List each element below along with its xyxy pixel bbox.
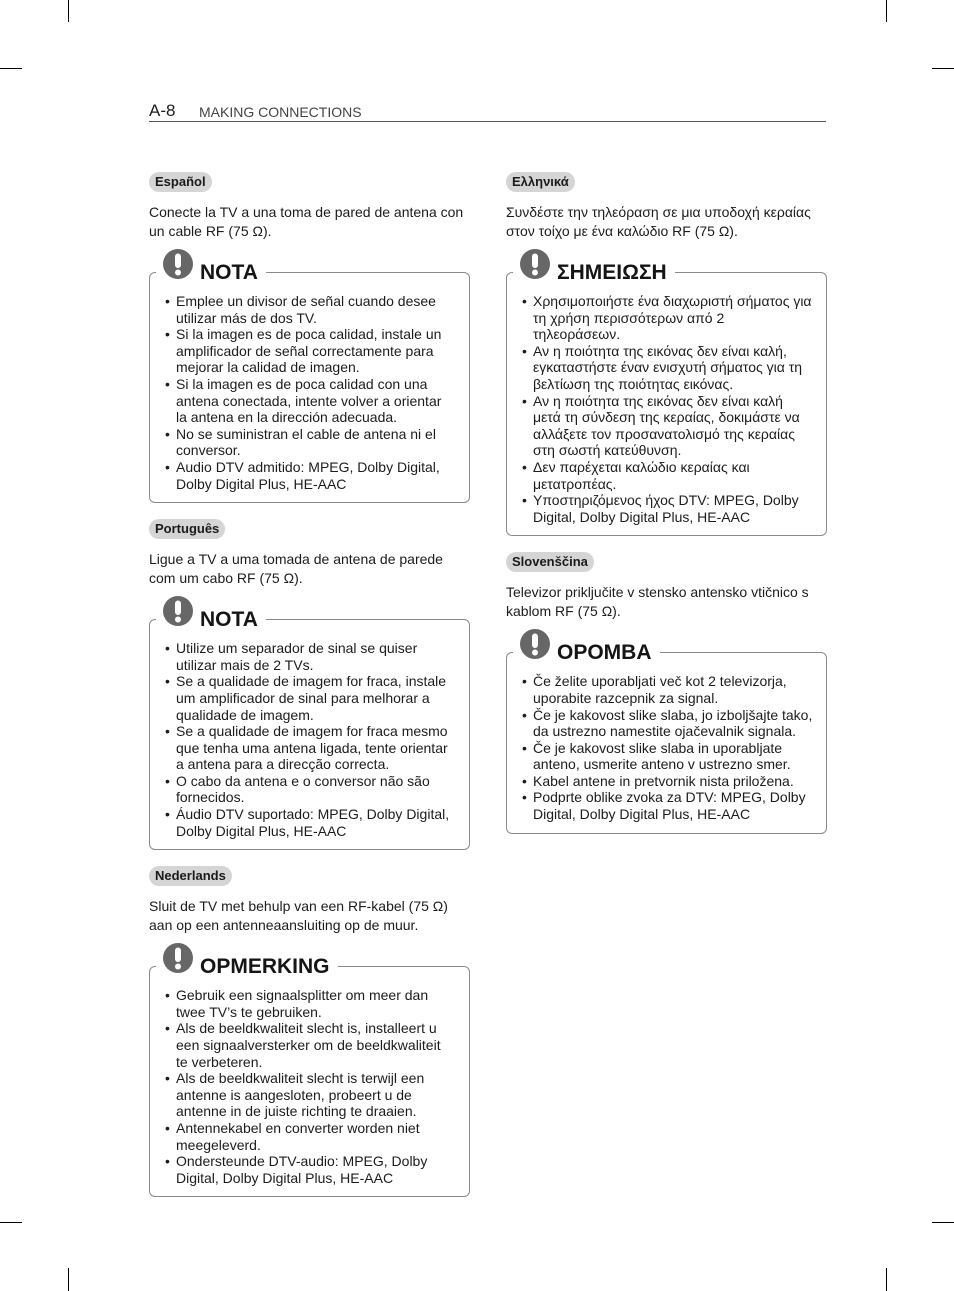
note-box xyxy=(149,955,470,1197)
crop-mark-bottom-left-horizontal xyxy=(0,1222,22,1223)
note-header xyxy=(156,596,266,630)
language-badge: Slovenščina xyxy=(506,552,594,572)
list-item: • Audio DTV admitido: MPEG, Dolby Digital, Dolby Digital Plus, HE-AAC xyxy=(176,459,456,492)
intro-text: Televizor priključite v stensko antensko vtičnico s kablom RF (75 Ω). xyxy=(506,584,809,620)
intro-text: Ligue a TV a uma tomada de antena de parede com um cabo RF (75 Ω). xyxy=(149,551,443,587)
list-item: • Αν η ποιότητα της εικόνας δεν είναι καλή, εγκαταστήστε έναν ενισχυτή σήματος για τη βελτίωση της ποιότητας εικόνας. xyxy=(533,343,813,393)
section-portugues xyxy=(149,519,470,850)
section-slovenscina xyxy=(506,552,827,833)
list-item: • Če je kakovost slike slaba, jo izboljšajte tako, da ustrezno namestite ojačevalnik signala. xyxy=(533,707,813,740)
crop-mark-top-left-vertical xyxy=(68,0,69,22)
exclamation-circle-icon xyxy=(520,629,550,659)
crop-mark-top-right-vertical xyxy=(886,0,887,22)
exclamation-circle-icon xyxy=(520,249,550,279)
list-item: • O cabo da antena e o conversor não são fornecidos. xyxy=(176,773,456,806)
note-list xyxy=(176,640,456,839)
list-item: • Si la imagen es de poca calidad, instale un amplificador de señal correctamente para mejorar la calidad de imagen. xyxy=(176,326,456,376)
note-header xyxy=(513,629,660,663)
language-badge: Português xyxy=(149,519,225,539)
list-item: • No se suministran el cable de antena ni el conversor. xyxy=(176,426,456,459)
list-item: • Utilize um separador de sinal se quiser utilizar mais de 2 TVs. xyxy=(176,640,456,673)
crop-mark-top-left-horizontal xyxy=(0,68,22,69)
language-badge: Nederlands xyxy=(149,866,232,886)
intro-text: Conecte la TV a una toma de pared de antena con un cable RF (75 Ω). xyxy=(149,204,464,239)
left-column xyxy=(149,172,470,1197)
list-item: • Antennekabel en converter worden niet meegeleverd. xyxy=(176,1120,456,1153)
list-item: • Se a qualidade de imagem for fraca mesmo que tenha uma antena ligada, tente orientar a antena para a direcção correcta. xyxy=(176,723,456,773)
intro-text: Συνδέστε την τηλεόραση σε μια υποδοχή κεραίας στον τοίχο με ένα καλώδιο RF (75 Ω). xyxy=(506,204,811,239)
list-item: • Αν η ποιότητα της εικόνας δεν είναι καλή μετά τη σύνδεση της κεραίας, δοκιμάστε να αλλάξετε τον προσανατολισμό της κεραίας στη σωστή κατεύθυνση. xyxy=(533,393,813,459)
list-item: • Χρησιμοποιήστε ένα διαχωριστή σήματος για τη χρήση περισσότερων από 2 τηλεοράσεων. xyxy=(533,293,813,343)
note-list xyxy=(176,293,456,492)
list-item: • Če želite uporabljati več kot 2 televizorja, uporabite razcepnik za signal. xyxy=(533,673,813,706)
list-item: • Als de beeldkwaliteit slecht is, installeert u een signaalversterker om de beeldkwaliteit te verbeteren. xyxy=(176,1020,456,1070)
note-box xyxy=(506,641,827,833)
list-item: • Si la imagen es de poca calidad con una antena conectada, intente volver a orientar la antena en la dirección adecuada. xyxy=(176,376,456,426)
note-title: OPMERKING xyxy=(200,955,330,979)
list-item: • Υποστηριζόμενος ήχος DTV: MPEG, Dolby Digital, Dolby Digital Plus, HE-AAC xyxy=(533,492,813,525)
note-title: NOTA xyxy=(200,261,258,284)
list-item: • Δεν παρέχεται καλώδιο κεραίας και μετατροπέας. xyxy=(533,459,813,492)
note-list xyxy=(533,293,813,525)
crop-mark-bottom-right-vertical xyxy=(886,1268,887,1291)
list-item: • Se a qualidade de imagem for fraca, instale um amplificador de sinal para melhorar a qualidade de imagem. xyxy=(176,673,456,723)
language-badge: Ελληνικά xyxy=(506,172,575,192)
right-column xyxy=(506,172,827,834)
header-rule xyxy=(149,121,826,122)
list-item: • Gebruik een signaalsplitter om meer dan twee TV’s te gebruiken. xyxy=(176,987,456,1020)
note-box xyxy=(506,261,827,536)
section-title: MAKING CONNECTIONS xyxy=(199,104,362,120)
note-header xyxy=(513,249,675,283)
note-header xyxy=(156,249,266,283)
list-item: • Če je kakovost slike slaba in uporabljate anteno, usmerite anteno v ustrezno smer. xyxy=(533,740,813,773)
list-item: • Kabel antene in pretvornik nista priložena. xyxy=(533,773,813,790)
list-item: • Áudio DTV suportado: MPEG, Dolby Digital, Dolby Digital Plus, HE-AAC xyxy=(176,806,456,839)
crop-mark-top-right-horizontal xyxy=(932,68,954,69)
exclamation-circle-icon xyxy=(163,596,193,626)
exclamation-circle-icon xyxy=(163,249,193,279)
language-badge: Español xyxy=(149,172,212,192)
note-box xyxy=(149,608,470,850)
note-header xyxy=(156,943,338,977)
note-title: ΣΗΜΕΙΩΣΗ xyxy=(557,261,667,284)
list-item: • Als de beeldkwaliteit slecht is terwijl een antenne is aangesloten, probeert u de antenne in de juiste richting te draaien. xyxy=(176,1070,456,1120)
note-title: OPOMBA xyxy=(557,641,652,665)
list-item: • Podprte oblike zvoka za DTV: MPEG, Dolby Digital, Dolby Digital Plus, HE-AAC xyxy=(533,789,813,822)
section-greek xyxy=(506,172,827,536)
section-nederlands xyxy=(149,866,470,1197)
section-espanol xyxy=(149,172,470,503)
list-item: • Ondersteunde DTV-audio: MPEG, Dolby Digital, Dolby Digital Plus, HE-AAC xyxy=(176,1153,456,1186)
note-box xyxy=(149,261,470,503)
crop-mark-bottom-right-horizontal xyxy=(932,1222,954,1223)
note-list xyxy=(176,987,456,1186)
note-title: NOTA xyxy=(200,608,258,632)
page-number: A-8 xyxy=(149,101,176,120)
exclamation-circle-icon xyxy=(163,943,193,973)
intro-text: Sluit de TV met behulp van een RF-kabel (75 Ω) aan op een antenneaansluiting op de muur. xyxy=(149,898,448,934)
list-item: • Emplee un divisor de señal cuando desee utilizar más de dos TV. xyxy=(176,293,456,326)
note-list xyxy=(533,673,813,822)
crop-mark-bottom-left-vertical xyxy=(68,1268,69,1291)
